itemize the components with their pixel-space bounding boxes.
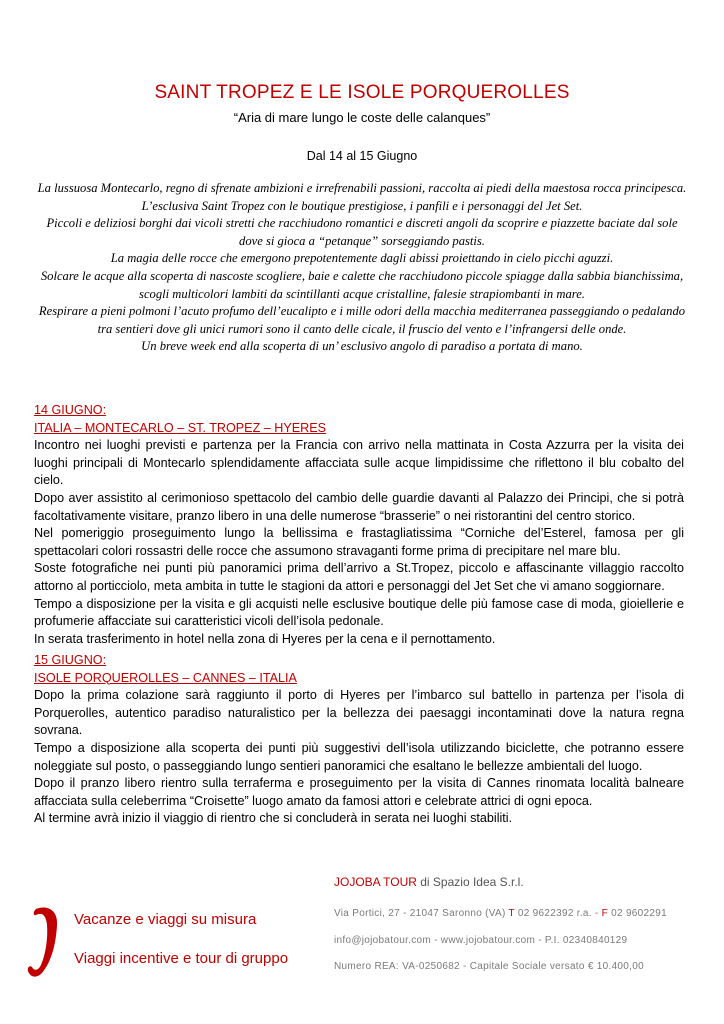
day1-paragraph: Dopo aver assistito al cerimonioso spettacolo del cambio delle guardie davanti al Palazzo dei Principi, che si potrà facoltativamente visitare, pranzo libero in una delle numerose “brasserie” o nei ristorantini del centro storico. — [34, 490, 684, 523]
day1-route: ITALIA – MONTECARLO – ST. TROPEZ – HYERES — [34, 420, 327, 435]
day2-paragraph: Tempo a disposizione alla scoperta dei punti più suggestivi dell’isola utilizzando biciclette, che potranno essere noleggiate sul posto, o passeggiando lungo sentieri panoramici che esaltano le bellezze ambientali del luogo. — [34, 740, 684, 773]
day1-paragraph: Incontro nei luoghi previsti e partenza per la Francia con arrivo nella mattinata in Costa Azzurra per la visita dei luoghi principali di Montecarlo splendidamente affacciata sulle acque limpidissime che riflettono il blu cobalto del cielo. — [34, 438, 684, 488]
day1-paragraph: In serata trasferimento in hotel nella zona di Hyeres per la cena e il pernottamento. — [34, 631, 496, 646]
tagline-custom-travel: Vacanze e viaggi su misura — [74, 911, 257, 928]
intro-line: Piccoli e deliziosi borghi dai vicoli stretti che racchiudono romantici e discreti angoli da scoprire e piazzette baciate dal sole dove si gioca a “petanque” sorseggiando pastis. — [46, 216, 678, 248]
day1-paragraph: Soste fotografiche nei punti più panoramici prima dell’arrivo a St.Tropez, piccolo e affascinante villaggio raccolto attorno al porticciolo, meta ambita in tutte le stagioni da attori e personaggi del Jet Set che vi amano soggiornare. — [34, 561, 684, 593]
intro-line: Solcare le acque alla scoperta di nascoste scogliere, baie e calette che racchiudono piccole spiagge dalla sabbia bianchissima, scogli multicolori lambiti da scintillanti acque cristalline, falesie strapiombanti in mare. — [40, 268, 684, 301]
day1-section — [34, 402, 684, 648]
day2-paragraph: Al termine avrà inizio il viaggio di rientro che si concluderà in serata nei luoghi stabiliti. — [34, 811, 513, 826]
trip-dates: Dal 14 al 15 Giugno — [306, 149, 418, 163]
day2-paragraph: Dopo il pranzo libero rientro sulla terraferma e proseguimento per la visita di Cannes rinomata località balneare affacciata sulla celeberrima “Croisette” luogo amato da famosi attori e celebrate attrici di ogni epoca. — [34, 776, 684, 808]
page-title: SAINT TROPEZ E LE ISOLE PORQUEROLLES — [154, 82, 570, 103]
intro-line: La magia delle rocce che emergono prepotentemente dagli abissi proiettando in cielo picchi aguzzi. — [110, 251, 614, 266]
day2-date: 15 GIUGNO: — [34, 653, 107, 667]
day2-section — [34, 652, 684, 828]
company-address: Via Portici, 27 - 21047 Saronno (VA) T 02 9622392 r.a. - F 02 9602291 — [334, 908, 667, 919]
brand-name: JOJOBA TOUR — [334, 875, 417, 889]
day1-paragraph: Nel pomeriggio proseguimento lungo la bellissima e frastagliatissima “Corniche del’Esterel, famosa per gli spettacolari colori rossastri delle rocce che assumono stravaganti forme prima di precipitare nel mare blu. — [34, 526, 684, 558]
company-name: JOJOBA TOUR di Spazio Idea S.r.l. — [334, 875, 524, 889]
day1-date: 14 GIUGNO: — [34, 403, 107, 417]
intro-line: Respirare a pieni polmoni l’acuto profumo dell’eucalipto e i mille odori della macchia mediterranea passeggiando o pedalando tra sentieri dove gli unici rumori sono il canto delle cicale, il fruscio del vento e l’infrangersi delle onde. — [38, 304, 686, 336]
intro-text — [34, 180, 690, 356]
company-contacts: info@jojobatour.com - www.jojobatour.com - P.I. 02340840129 — [334, 935, 628, 946]
intro-line: Un breve week end alla scoperta di un’ esclusivo angolo di paradiso a portata di mano. — [141, 339, 583, 354]
day1-paragraph: Tempo a disposizione per la visita e gli acquisti nelle esclusive boutique delle più famose case di moda, gioiellerie e profumerie affacciate sui caratteristici vicoli dell’isola pedonale. — [34, 596, 684, 629]
jojoba-j-logo-icon — [24, 903, 64, 981]
company-registration: Numero REA: VA-0250682 - Capitale Sociale versato € 10.400,00 — [334, 961, 644, 972]
day2-route: ISOLE PORQUEROLLES – CANNES – ITALIA — [34, 670, 297, 685]
day2-paragraph: Dopo la prima colazione sarà raggiunto il porto di Hyeres per l’imbarco sul battello in partenza per l’isola di Porquerolles, autentico paradiso naturalistico per la bellezza dei paesaggi incontaminati dove la natura regna sovrana. — [34, 688, 684, 738]
page-subtitle: “Aria di mare lungo le coste delle calanques” — [233, 110, 491, 125]
intro-line: La lussuosa Montecarlo, regno di sfrenate ambizioni e irrefrenabili passioni, raccolta ai piedi della maestosa rocca principesca. — [37, 181, 687, 195]
tagline-incentive-tours: Viaggi incentive e tour di gruppo — [74, 950, 289, 967]
intro-line: L’esclusiva Saint Tropez con le boutique prestigiose, i panfili e i personaggi del Jet Set. — [141, 198, 583, 213]
